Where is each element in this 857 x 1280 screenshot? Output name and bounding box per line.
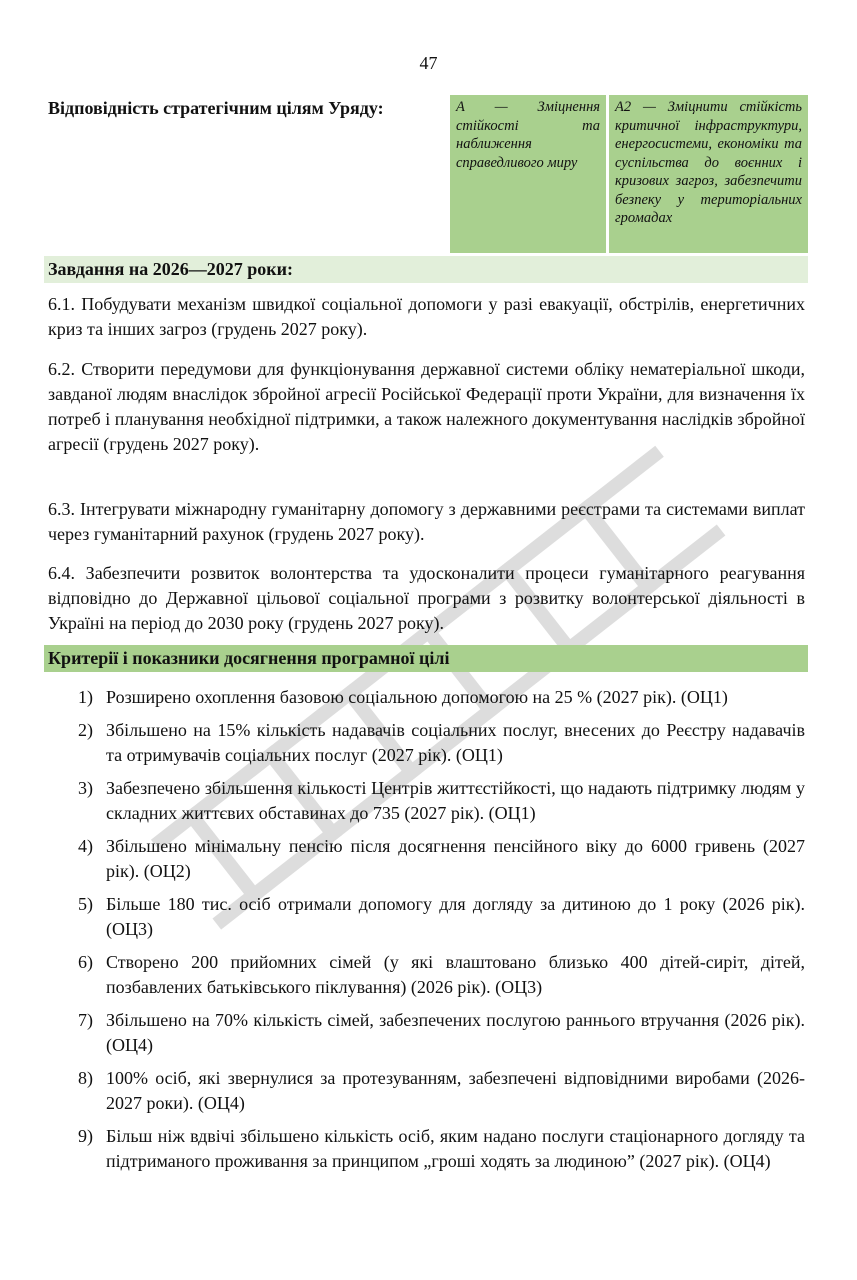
- list-item: [48, 1124, 805, 1174]
- goal-cell-a: А — Зміцнення стійкості та наближення справедливого миру: [450, 95, 606, 253]
- list-item-number: 6): [78, 952, 93, 972]
- list-item: [48, 1066, 805, 1116]
- list-item-number: 3): [78, 778, 93, 798]
- list-item-text: Створено 200 прийомних сімей (у які влаштовано близько 400 дітей-сиріт, дітей, позбавлених батьківського піклування) (2026 рік). (ОЦ3): [106, 952, 805, 997]
- list-item: [48, 892, 805, 942]
- list-item-number: 2): [78, 720, 93, 740]
- list-item-text: Розширено охоплення базовою соціальною допомогою на 25 % (2027 рік). (ОЦ1): [106, 687, 728, 707]
- strategic-goals-label: Відповідність стратегічним цілям Уряду:: [48, 98, 384, 118]
- page-number: 47: [419, 53, 438, 73]
- list-item: [48, 950, 805, 1000]
- list-item-text: Більше 180 тис. осіб отримали допомогу для догляду за дитиною до 1 року (2026 рік). (ОЦ3): [106, 894, 805, 939]
- list-item-text: Забезпечено збільшення кількості Центрів життєстійкості, що надають підтримку людям у складних життєвих обставинах до 735 (2027 рік). (ОЦ1): [106, 778, 805, 823]
- list-item-text: Збільшено на 70% кількість сімей, забезпечених послугою раннього втручання (2026 рік). (ОЦ4): [106, 1010, 805, 1055]
- task-item: 6.4. Забезпечити розвиток волонтерства та удосконалити процеси гуманітарного реагування відповідно до Державної цільової соціальної програми з розвитку волонтерської діяльності в Україні на період до 2030 року (грудень 2027 року).: [48, 563, 805, 633]
- goal-cell-a2: А2 — Зміцнити стійкість критичної інфраструктури, енергосистеми, економіки та суспільства до воєнних і кризових загроз, забезпечити безпеку у територіальних громадах: [609, 95, 808, 253]
- list-item-text: Більш ніж вдвічі збільшено кількість осіб, яким надано послуги стаціонарного догляду та підтриманого проживання за принципом „гроші ходять за людиною” (2027 рік). (ОЦ4): [106, 1126, 805, 1171]
- list-item-number: 7): [78, 1010, 93, 1030]
- list-item: [48, 718, 805, 768]
- task-item: 6.1. Побудувати механізм швидкої соціальної допомоги у разі евакуації, обстрілів, енергетичних криз та інших загроз (грудень 2027 року).: [48, 294, 805, 339]
- list-item-text: Збільшено на 15% кількість надавачів соціальних послуг, внесених до Реєстру надавачів та отримувачів соціальних послуг (2027 рік). (ОЦ1): [106, 720, 805, 765]
- list-item: [48, 834, 805, 884]
- list-item: [48, 685, 805, 710]
- task-item: 6.3. Інтегрувати міжнародну гуманітарну допомогу з державними реєстрами та системами виплат через гуманітарний рахунок (грудень 2027 року).: [48, 499, 805, 544]
- list-item-number: 5): [78, 894, 93, 914]
- criteria-list: [48, 685, 805, 1182]
- list-item-number: 1): [78, 687, 93, 707]
- list-item-number: 4): [78, 836, 93, 856]
- list-item-text: Збільшено мінімальну пенсію після досягнення пенсійного віку до 6000 гривень (2027 рік). (ОЦ2): [106, 836, 805, 881]
- list-item: [48, 776, 805, 826]
- task-item: 6.2. Створити передумови для функціонування державної системи обліку нематеріальної шкоди, завданої людям внаслідок збройної агресії Російської Федерації проти України, для визначення їх потреб і планування необхідної підтримки, а також належного документування наслідків збройної агресії (грудень 2027 року).: [48, 359, 805, 454]
- criteria-header: Критерії і показники досягнення програмної цілі: [44, 645, 808, 672]
- strategic-goals-row: [48, 95, 808, 253]
- tasks-header: Завдання на 2026—2027 роки:: [44, 256, 808, 283]
- list-item-number: 8): [78, 1068, 93, 1088]
- list-item: [48, 1008, 805, 1058]
- list-item-number: 9): [78, 1126, 93, 1146]
- list-item-text: 100% осіб, які звернулися за протезуванням, забезпечені відповідними виробами (2026-2027 роки). (ОЦ4): [106, 1068, 805, 1113]
